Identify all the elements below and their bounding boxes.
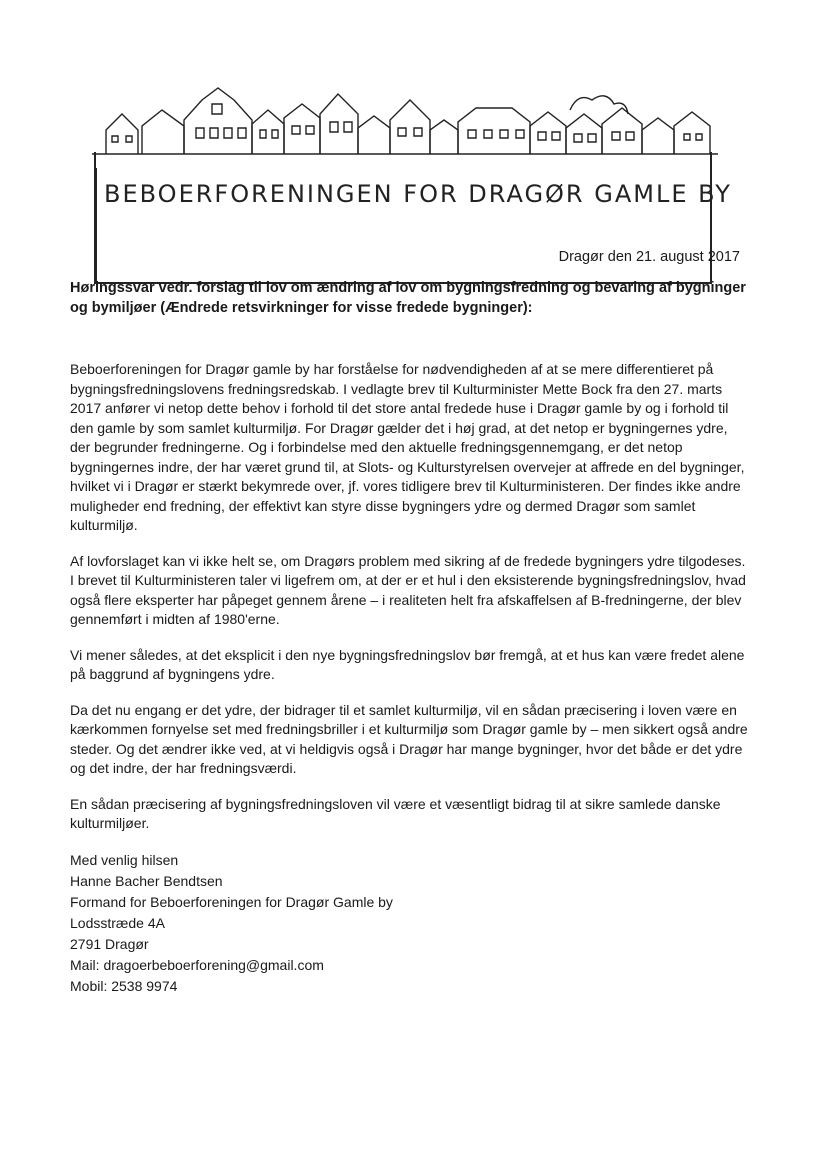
signer-name: Hanne Bacher Bendtsen (70, 872, 223, 889)
closing: Med venlig hilsen (70, 851, 179, 868)
paragraph: En sådan præcisering af bygningsfredningsloven vil være et væsentligt bidrag til at sikre samlede danske kulturmiljøer. (70, 795, 721, 831)
email: Mail: dragoerbeboerforening@gmail.com (70, 956, 324, 973)
street-address: Lodsstræde 4A (70, 914, 165, 931)
organization-name: BEBOERFORENINGEN FOR DRAGØR GAMLE BY (104, 180, 732, 208)
signature-block (70, 850, 750, 997)
city: 2791 Dragør (70, 935, 149, 952)
subject-heading: Høringssvar vedr. forslag til lov om ændring af lov om bygningsfredning og bevaring af bygninger og bymiljøer (Ændrede retsvirkninger for visse fredede bygninger): (70, 280, 746, 316)
paragraph: Vi mener således, at det eksplicit i den nye bygningsfredningslov bør fremgå, at et hus kan være fredet alene på baggrund af bygningens ydre. (70, 646, 745, 682)
paragraph: Beboerforeningen for Dragør gamle by har forståelse for nødvendigheden af at se mere differentieret på bygningsfredningslovens fredningsredskab. I vedlagte brev til Kulturminister Mette Bock fra den 27. marts 2017 anfører vi netop dette behov i forhold til det store antal fredede huse i Dragør gamle by og i forhold til den gamle by som samlet kulturmiljø. For Dragør gælder det i høj grad, at det netop er bygningernes ydre, der begrunder fredningerne. Og i forbindelse med den aktuelle fredningsgennemgang, er det netop bygningernes indre, der har været grund til, at Slots- og Kulturstyrelsen overvejer at affrede en del bygninger, hvilket vi i Dragør er stærkt bekymrede over, jf. vores tidligere brev til Kulturministeren. Der findes ikke andre muligheder end fredning, der effektivt kan styre disse bygningers ydre og dermed Dragør som samlet kulturmiljø. (70, 361, 745, 533)
letter-body (70, 360, 750, 997)
paragraph: Af lovforslaget kan vi ikke helt se, om Dragørs problem med sikring af de fredede bygningers ydre tilgodeses. I brevet til Kulturministeren taler vi ligefrem om, at der er et hul i den eksisterende bygningsfredningslov, hvad også flere eksperter har påpeget gennem årene – i realiteten helt fra afskaffelsen af B-fredningerne, der blev gennemført i midten af 1980'erne. (70, 552, 746, 627)
paragraph: Da det nu engang er det ydre, der bidrager til et samlet kulturmiljø, vil en sådan præcisering i loven være en kærkommen fornyelse set med fredningsbriller i et kulturmiljø som Dragør gamle by – men sikkert også andre steder. Og det ændrer ikke ved, at vi heldigvis også i Dragør har mange bygninger, hvor det både er det ydre og det indre, der har fredningsværdi. (70, 701, 748, 776)
phone: Mobil: 2538 9974 (70, 977, 178, 994)
signer-title: Formand for Beboerforeningen for Dragør Gamle by (70, 893, 393, 910)
townscape-illustration (92, 70, 718, 160)
date-line: Dragør den 21. august 2017 (558, 249, 740, 265)
